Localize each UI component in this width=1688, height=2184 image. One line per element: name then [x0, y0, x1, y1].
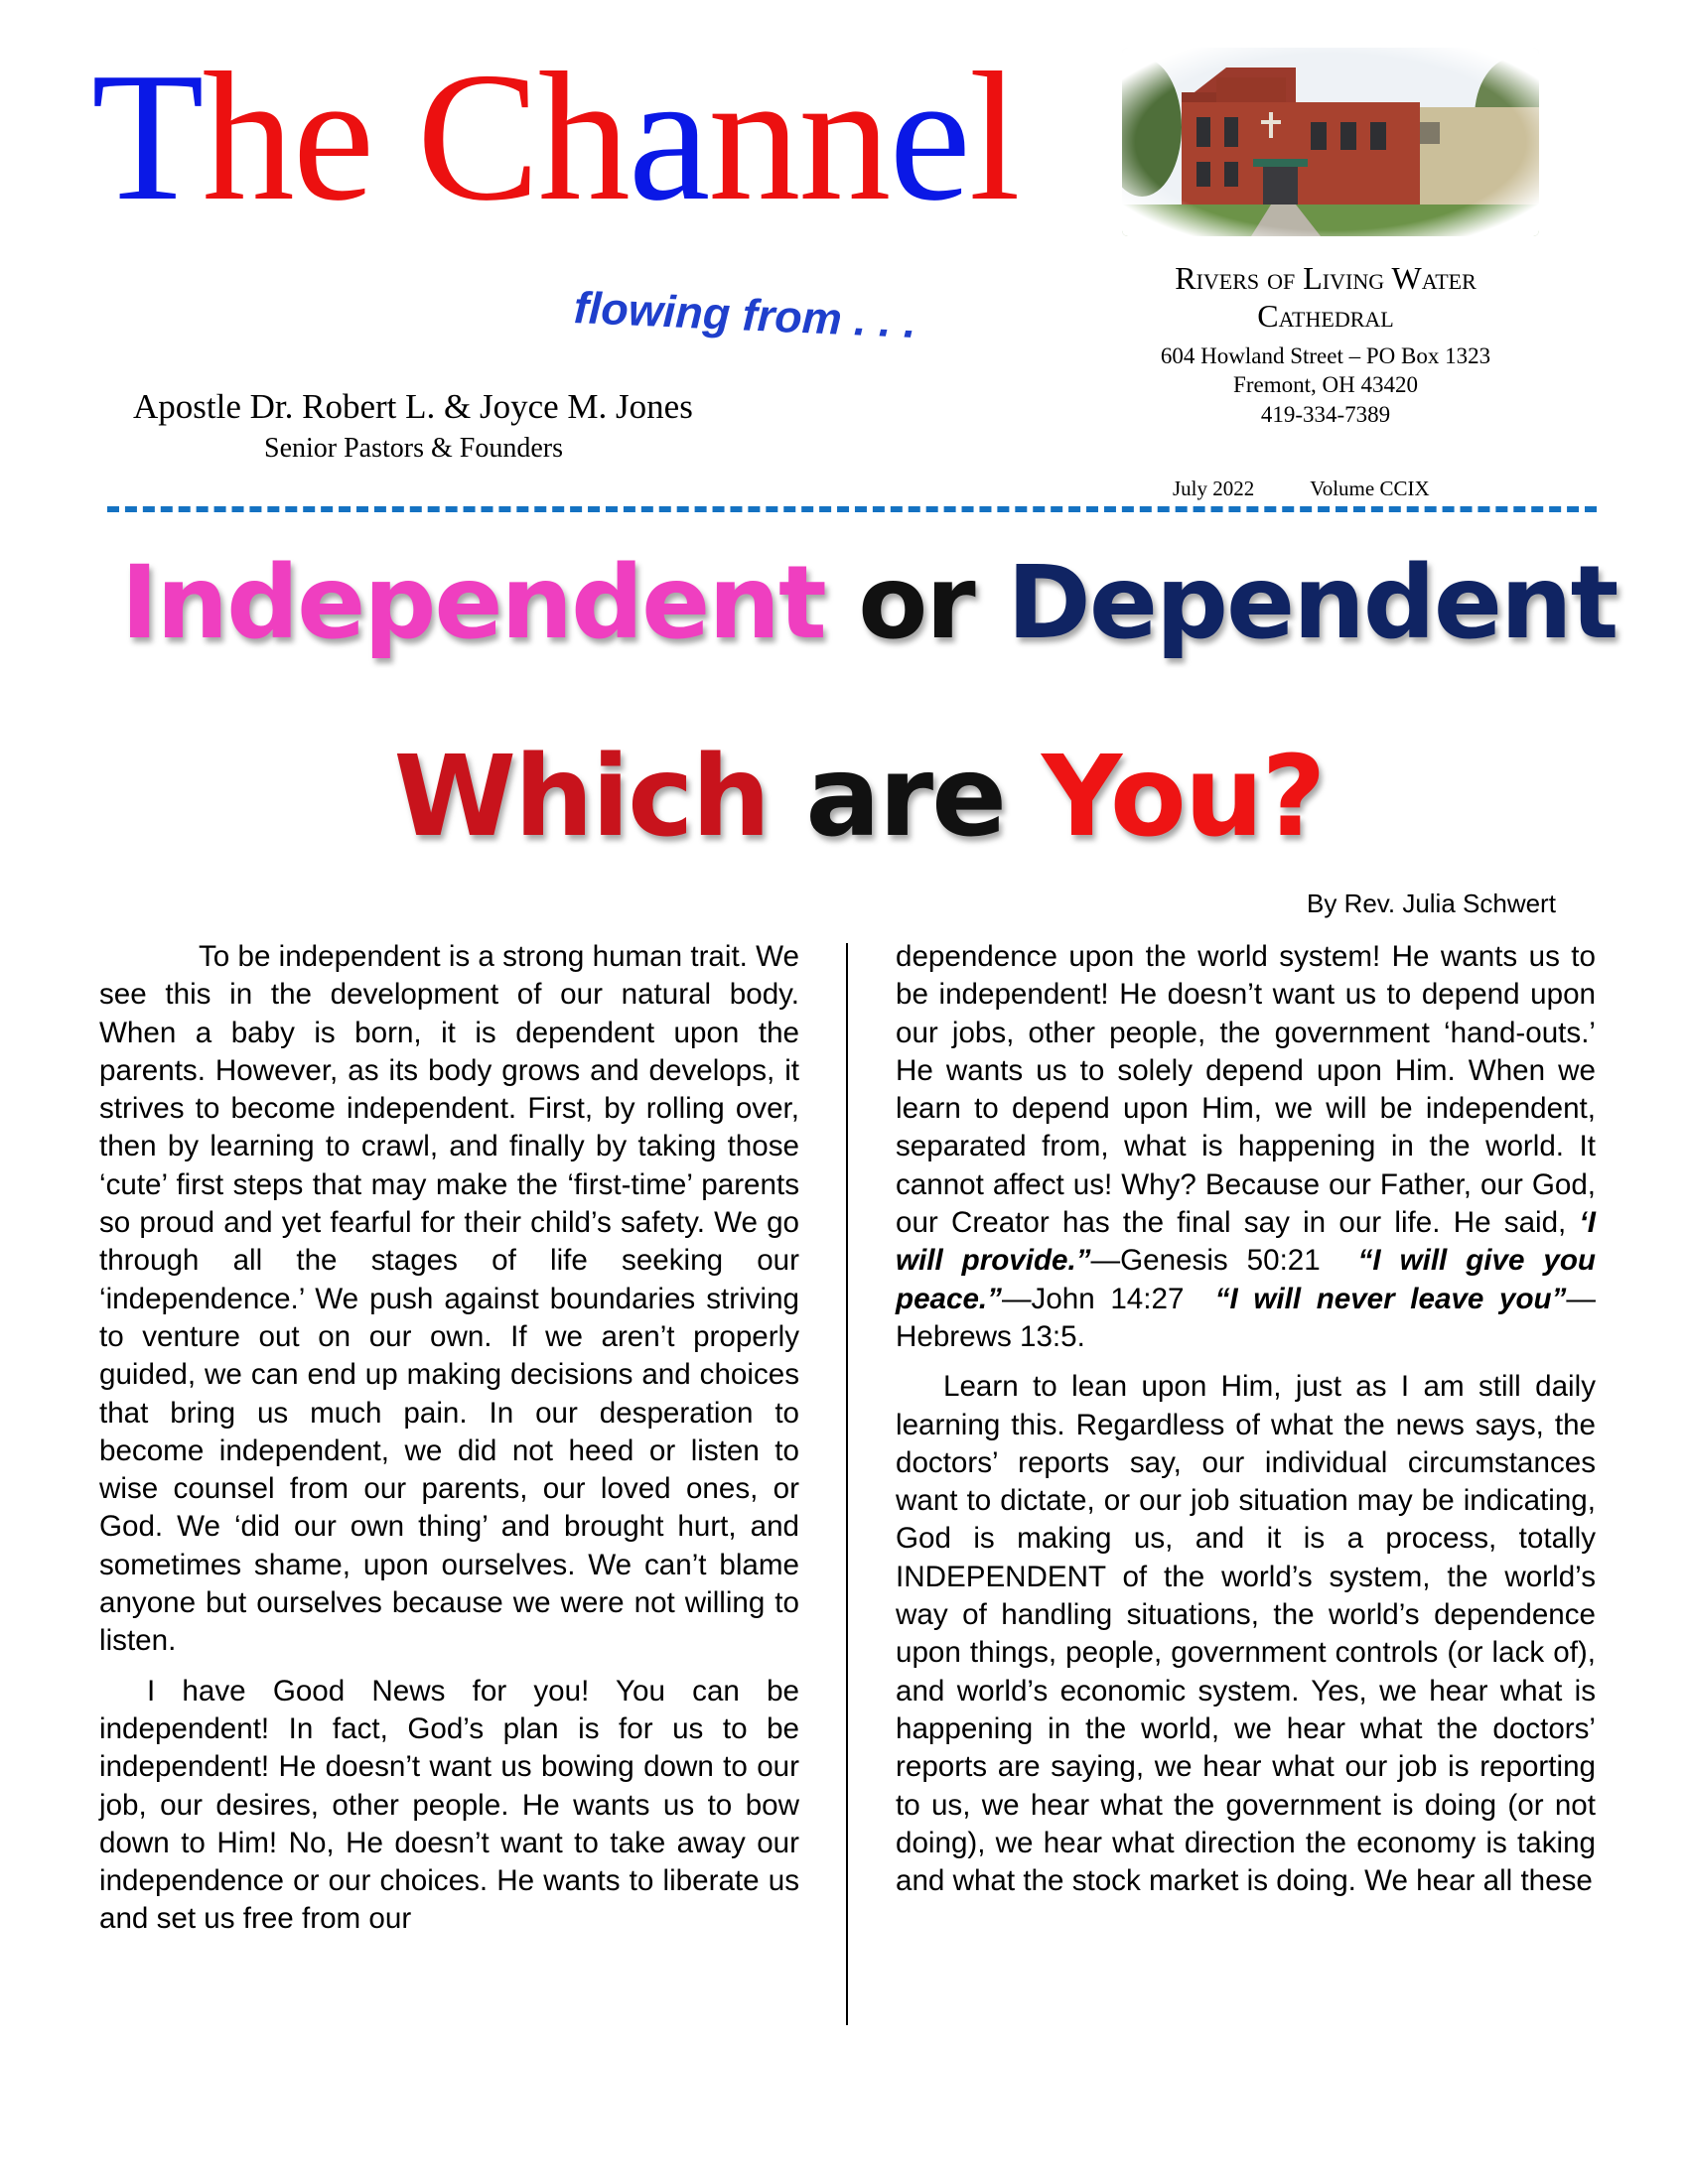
church-address-block	[1087, 341, 1564, 431]
headline-line-2	[0, 733, 1688, 862]
headline-line-1	[0, 544, 1688, 662]
church-street: 604 Howland Street – PO Box 1323	[1160, 342, 1491, 368]
column-divider	[846, 943, 848, 2025]
church-building-photo	[1122, 48, 1539, 236]
pastors-block	[133, 387, 749, 465]
scripture-quote: “I will never leave you”	[1214, 1282, 1567, 1315]
headline-word-or: or	[858, 544, 974, 662]
masthead-segment: e	[889, 35, 969, 239]
article-paragraph: Learn to lean upon Him, just as I am still daily learning this. Regardless of what the news says, the doctors’ reports say, our individual circumstances want to dictate, or our job situation may be indicating, God is making us, and it is a process, totally INDEPENDENT of the world’s system, the world’s way of handling situations, the world’s dependence upon things, people, government controls (or lack of), and world’s economic system. Yes, we hear what is happening in the world, we hear what the doctors’ reports are saying, we hear what our job is reporting to us, we hear what the government is doing (or not doing), we hear what direction the economy is taking and what the stock market is doing. We hear all these	[896, 1370, 1596, 1898]
church-info	[1087, 260, 1564, 430]
pastor-names: Apostle Dr. Robert L. & Joyce M. Jones	[133, 387, 693, 426]
masthead-tagline: flowing from . . .	[572, 282, 917, 348]
scripture-quote: “I will give you peace.”	[896, 1244, 1597, 1315]
article-column-right	[896, 938, 1596, 1912]
headline-word-dependent: Dependent	[1007, 544, 1618, 662]
masthead-segment: nn	[708, 35, 890, 239]
masthead-segment: a	[628, 35, 709, 239]
church-phone: 419-334-7389	[1260, 402, 1391, 428]
paragraph-text: dependence upon the world system! He wants us to be independent! He doesn’t want us to depend upon our jobs, other people, the government ‘hand-outs.’ He wants us to solely depend upon Him. When we learn to depend upon Him, we will be independent, separated from, what is happening in the world. It cannot affect us! Why? Because our Father, our God, our Creator has the final say in our life. He said,	[896, 940, 1596, 1240]
masthead-segment: T	[91, 35, 203, 239]
headline-word-independent: Independent	[120, 544, 825, 662]
article-paragraph: To be independent is a strong human trait. We see this in the development of our natural body. When a baby is born, it is dependent upon the parents. However, as its body grows and develops, it strives to become independent. First, by rolling over, then by learning to crawl, and finally by taking those ‘cute’ first steps that may make the ‘first-time’ parents so proud and yet fearful for their child’s safety. We go through all the stages of life seeking our ‘independence.’ We push against boundaries striving to venture out on our own. If we aren’t properly guided, we can end up making decisions and choices that bring us much pain. In our desperation to become independent, we did not heed or listen to wise counsel from our parents, our loved ones, or God. We ‘did our own thing’ and brought hurt, and sometimes shame, upon ourselves. We can’t blame anyone but ourselves because we were not willing to listen.	[99, 940, 799, 1658]
church-city: Fremont, OH 43420	[1233, 372, 1418, 398]
article-byline: By Rev. Julia Schwert	[1307, 888, 1556, 918]
issue-date: July 2022	[1173, 477, 1255, 500]
masthead-segment: he	[202, 35, 417, 239]
header-divider	[107, 506, 1597, 512]
headline-word-you: You?	[1042, 733, 1325, 862]
headline-word-which: Which	[393, 733, 770, 862]
scripture-quote: ‘I will provide.”	[896, 1206, 1596, 1278]
scripture-reference: —John 14:27	[1001, 1282, 1185, 1315]
masthead-segment: Ch	[416, 35, 629, 239]
church-name-line2: Cathedral	[1257, 297, 1394, 334]
issue-volume: Volume CCIX	[1310, 477, 1430, 500]
article-paragraph: I have Good News for you! You can be independent! In fact, God’s plan is for us to be independent! He doesn’t want us bowing down to our job, our desires, other people. He wants us to bow down to Him! No, He doesn’t want to take away our independence or our choices. He wants to liberate us and set us free from our	[99, 1674, 799, 1936]
pastor-role: Senior Pastors & Founders	[264, 433, 563, 464]
newsletter-masthead	[91, 35, 1019, 239]
scripture-reference: —Hebrews 13:5.	[896, 1282, 1597, 1353]
church-building-illustration	[1122, 48, 1539, 236]
scripture-reference: —Genesis 50:21	[1090, 1244, 1321, 1278]
issue-date-line	[1173, 477, 1430, 501]
article-paragraph	[896, 938, 1596, 1356]
article-column-left	[99, 938, 799, 1951]
masthead-segment: l	[968, 35, 1019, 239]
headline-word-are: are	[805, 733, 1006, 862]
church-name-line1: Rivers of Living Water	[1175, 260, 1477, 296]
